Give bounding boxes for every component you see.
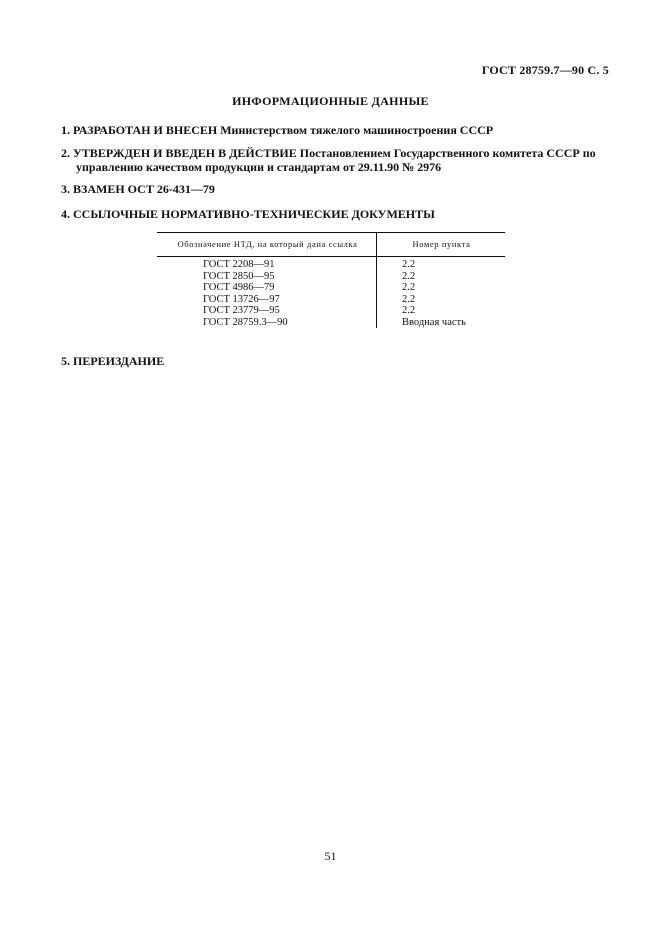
- cell-clause: 2.2: [402, 270, 416, 282]
- table-row: [157, 294, 505, 306]
- cell-document: ГОСТ 13726—97: [203, 293, 280, 305]
- info-item-reissue: [61, 354, 606, 368]
- item-text: Постановлением Государственного комитета СССР по: [299, 146, 596, 160]
- table-row: [157, 282, 505, 294]
- item-heading: УТВЕРЖДЕН И ВВЕДЕН В ДЕЙСТВИЕ: [73, 146, 297, 160]
- column-header-document: Обозначение НТД, на который дана ссылка: [177, 239, 358, 249]
- item-heading: РАЗРАБОТАН И ВНЕСЕН: [73, 123, 218, 137]
- item-number: 1.: [61, 123, 70, 137]
- table-row: [157, 259, 505, 271]
- info-item-developed: [61, 123, 606, 137]
- cell-document: ГОСТ 4986—79: [203, 282, 275, 293]
- cell-clause: Вводная часть: [402, 316, 466, 328]
- item-number: 3.: [61, 182, 70, 196]
- references-table: [157, 232, 505, 328]
- info-item-replaces: [61, 182, 606, 196]
- item-text: Министерством тяжелого машиностроения СССР: [220, 123, 494, 137]
- item-number: 5.: [61, 354, 70, 368]
- cell-document: ГОСТ 2850—95: [203, 270, 275, 282]
- info-item-approved: [61, 146, 606, 174]
- item-number: 2.: [61, 146, 70, 160]
- table-row: [157, 305, 505, 317]
- table-body: [157, 257, 505, 328]
- cell-clause: 2.2: [402, 282, 416, 293]
- table-column-divider: [376, 232, 377, 328]
- table-row: [157, 317, 505, 329]
- table-row: [157, 271, 505, 283]
- item-number: 4.: [61, 207, 70, 221]
- page-number: 51: [324, 849, 337, 863]
- cell-clause: 2.2: [402, 293, 416, 305]
- cell-document: ГОСТ 28759.3—90: [203, 316, 288, 328]
- section-title: ИНФОРМАЦИОННЫЕ ДАННЫЕ: [232, 94, 429, 108]
- item-text-continuation: управлению качеством продукции и стандартам от 29.11.90 № 2976: [76, 160, 442, 174]
- item-heading: ВЗАМЕН ОСТ 26-431—79: [73, 182, 215, 196]
- cell-clause: 2.2: [402, 259, 416, 270]
- item-heading: ССЫЛОЧНЫЕ НОРМАТИВНО-ТЕХНИЧЕСКИЕ ДОКУМЕНТЫ: [73, 207, 435, 221]
- document-reference: ГОСТ 28759.7—90 С. 5: [481, 63, 609, 77]
- cell-document: ГОСТ 23779—95: [203, 305, 280, 316]
- column-header-clause: Номер пункта: [412, 239, 471, 249]
- cell-document: ГОСТ 2208—91: [203, 259, 275, 270]
- cell-clause: 2.2: [402, 305, 416, 316]
- item-heading: ПЕРЕИЗДАНИЕ: [73, 354, 165, 368]
- info-item-references: [61, 207, 606, 221]
- table-header: [157, 233, 505, 256]
